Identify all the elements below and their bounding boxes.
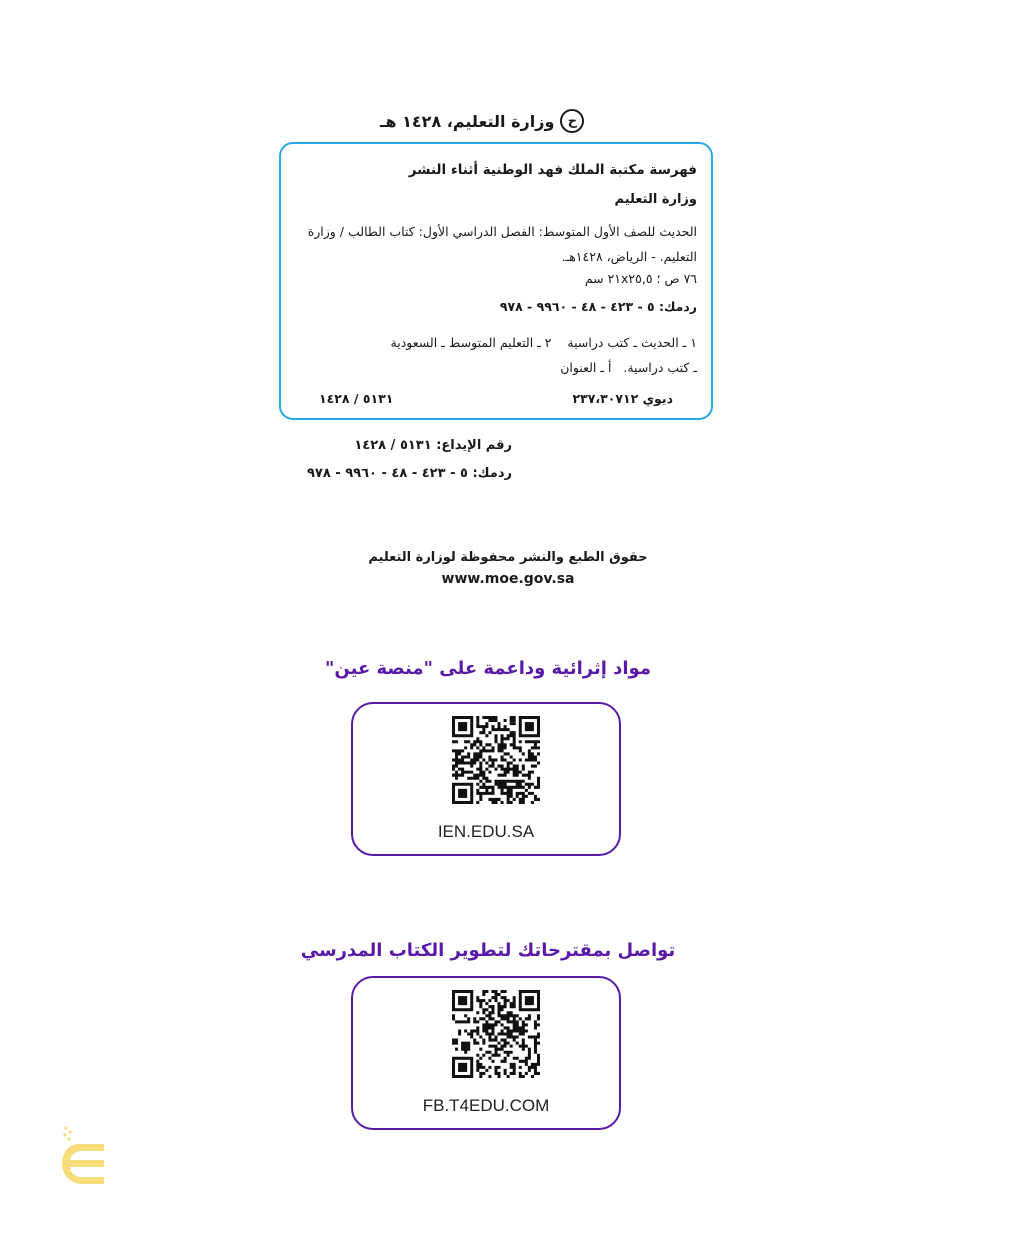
deposit-info — [296, 432, 512, 488]
copyright-text: وزارة التعليم، ١٤٢٨ هـ — [380, 111, 555, 131]
feedback-qr-card[interactable] — [351, 976, 621, 1130]
ien-url-label: IEN.EDU.SA — [437, 822, 535, 841]
copyright-line — [380, 106, 714, 136]
cip-isbn: ردمك: ٥ - ٤٢٣ - ٤٨ - ٩٩٦٠ - ٩٧٨ — [499, 299, 697, 314]
cip-organization: وزارة التعليم — [614, 191, 697, 207]
copyright-symbol-icon: ح — [560, 109, 584, 133]
ien-heading: مواد إثرائية وداعمة على "منصة عين" — [325, 658, 651, 679]
qr-code-icon — [452, 716, 540, 804]
cip-deposit-number: ٥١٣١ / ١٤٢٨ — [319, 390, 394, 406]
cip-subjects — [293, 330, 697, 380]
cip-subjects-line-1: ١ ـ الحديث ـ كتب دراسية ٢ ـ التعليم المتوسط ـ السعودية — [390, 334, 697, 350]
rights-text: حقوق الطبع والنشر محفوظة لوزارة التعليم — [368, 550, 648, 565]
ien-qr-card[interactable] — [351, 702, 621, 856]
qr-code-icon — [452, 990, 540, 1078]
deposit-isbn: ردمك: ٥ - ٤٢٣ - ٤٨ - ٩٩٦٠ - ٩٧٨ — [306, 466, 512, 481]
eye-platform-logo-icon — [60, 1122, 106, 1186]
cip-subjects-line-2: ـ كتب دراسية. أ ـ العنوان — [560, 359, 697, 375]
cip-dewey: ديوي ٢٣٧،٣٠٧١٢ — [572, 390, 673, 406]
ministry-url[interactable]: www.moe.gov.sa — [441, 571, 575, 587]
cip-title: فهرسة مكتبة الملك فهد الوطنية أثناء النشر — [408, 162, 697, 178]
rights-block — [300, 548, 716, 590]
cip-classification-row — [293, 390, 697, 406]
cip-record-box — [279, 142, 713, 420]
feedback-url-label: FB.T4EDU.COM — [422, 1096, 550, 1115]
cip-description: الحديث للصف الأول المتوسط: الفصل الدراسي الأول: كتاب الطالب / وزارة التعليم. - الرياض، ١٤٢٨هـ. — [307, 223, 697, 264]
deposit-number: رقم الإيداع: ٥١٣١ / ١٤٢٨ — [354, 438, 512, 453]
cip-pages: ٧٦ ص ؛ ٢١x٢٥,٥ سم — [584, 270, 697, 286]
feedback-heading: تواصل بمقترحاتك لتطوير الكتاب المدرسي — [300, 940, 676, 961]
